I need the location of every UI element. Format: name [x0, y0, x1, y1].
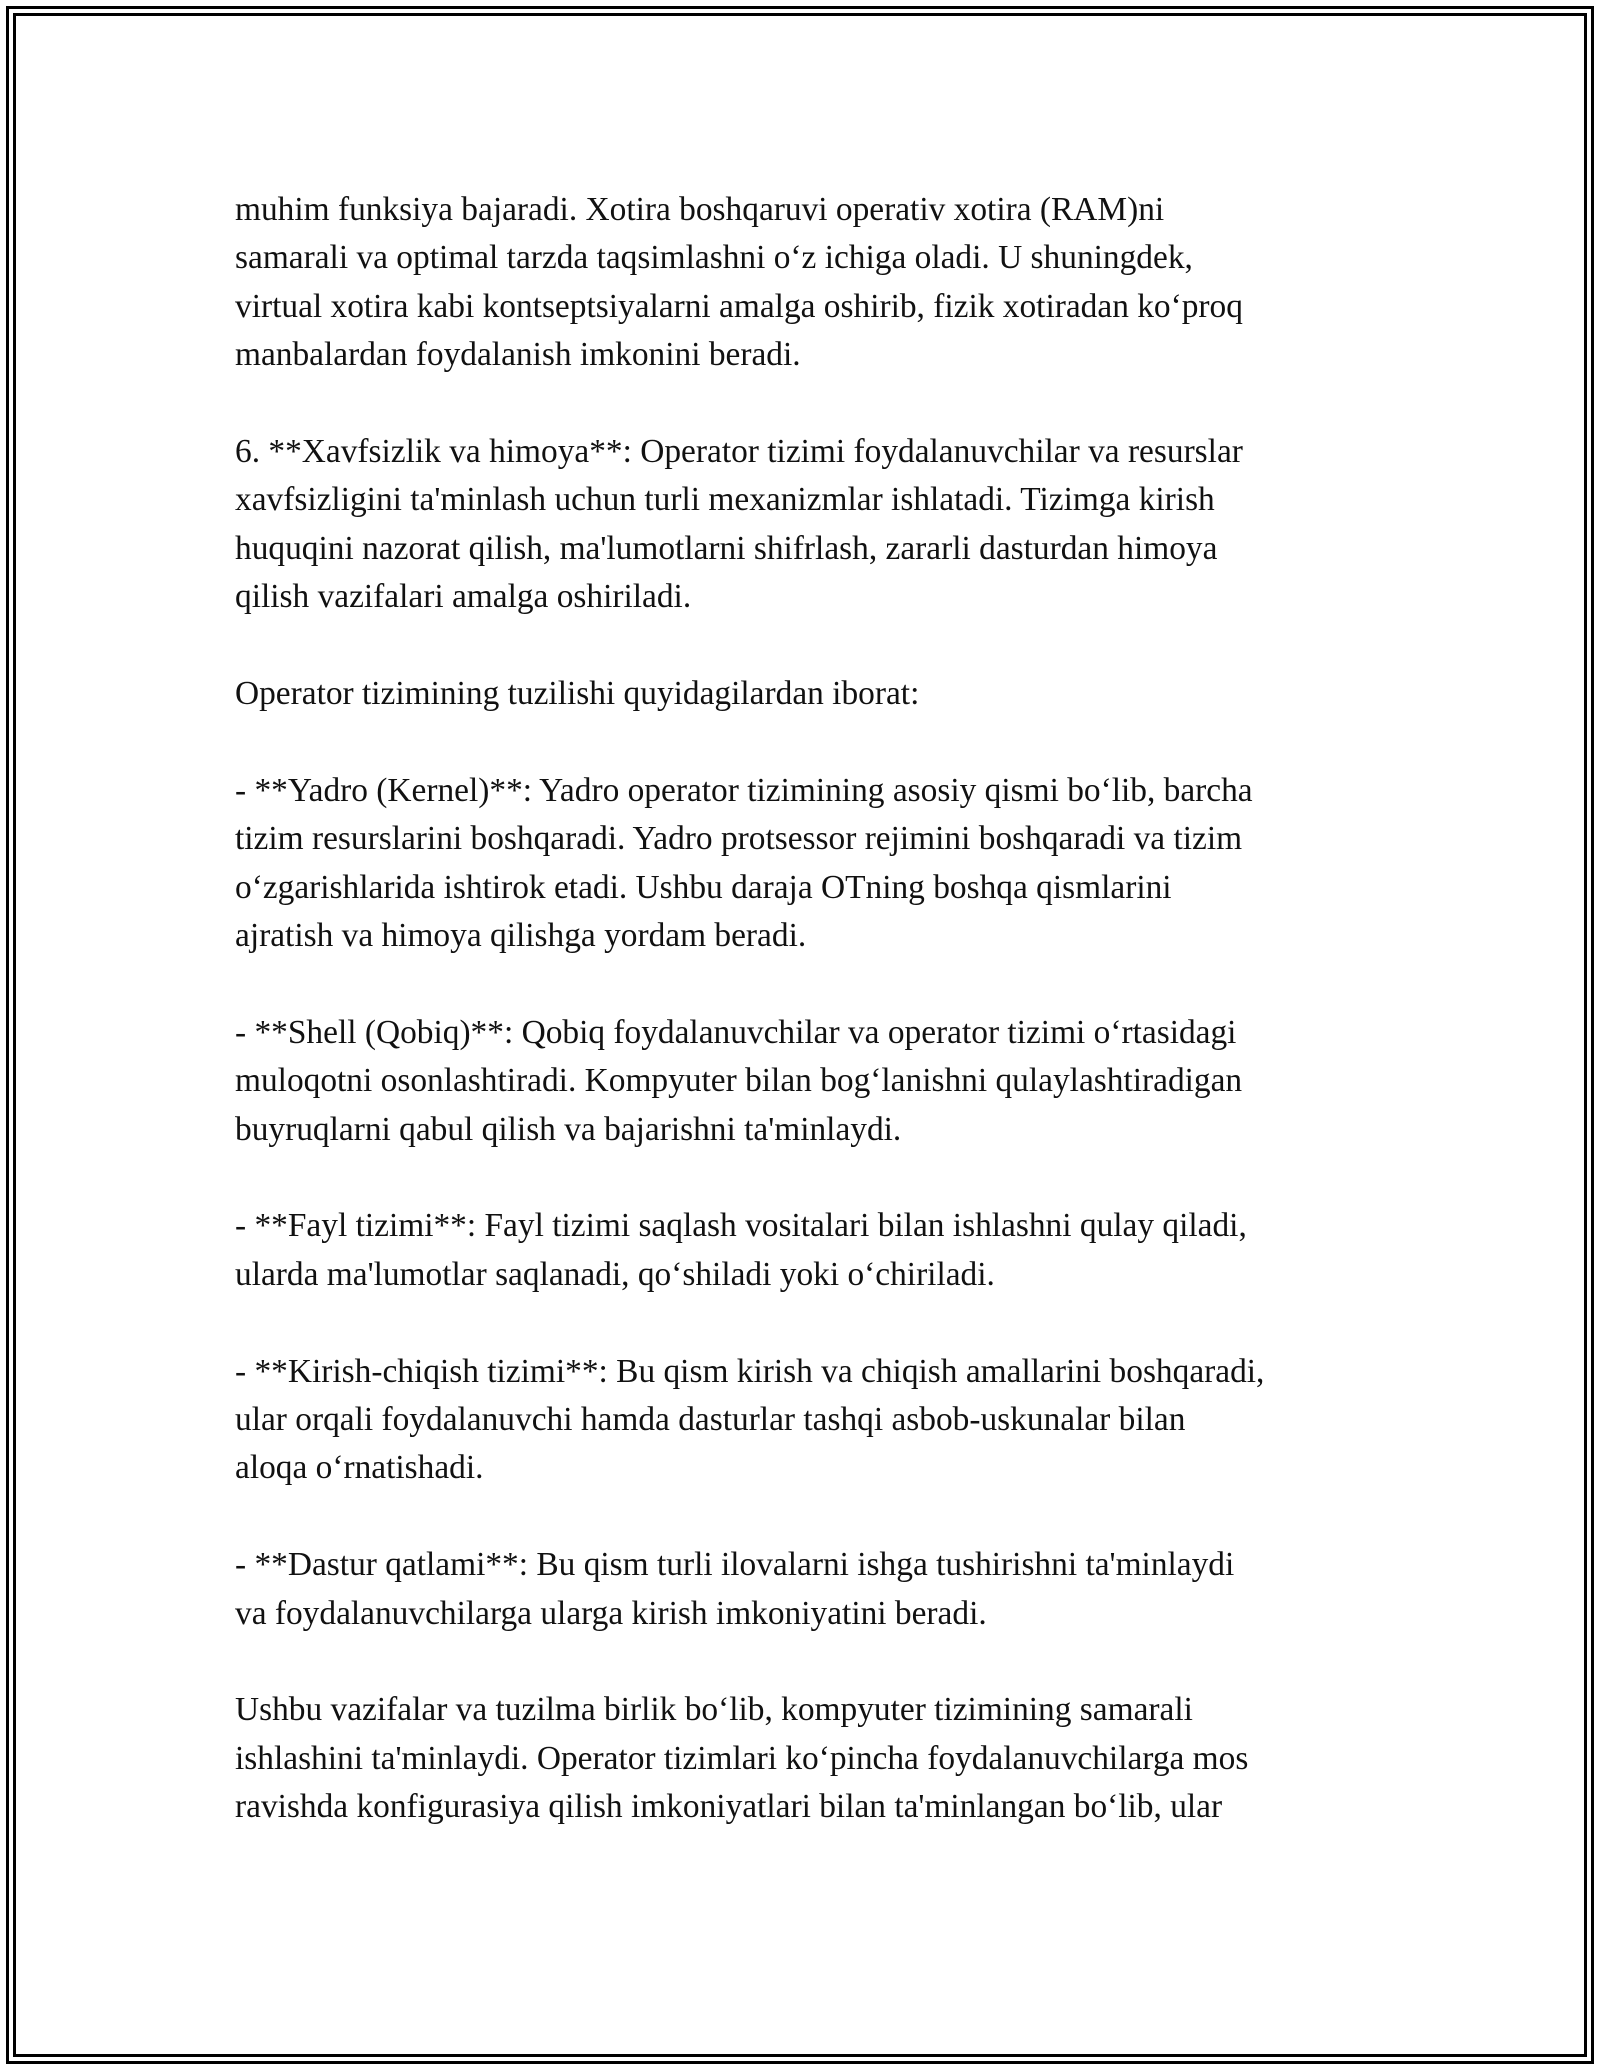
paragraph-kernel: - **Yadro (Kernel)**: Yadro operator tizimining asosiy qismi bo‘lib, barcha tizim resurslarini boshqaradi. Yadro protsessor rejimini boshqaradi va tizim o‘zgarishlarida ishtirok etadi. Ushbu daraja OTning boshqa qismlarini ajratish va himoya qilishga yordam beradi.: [235, 771, 1253, 955]
paragraph-shell: - **Shell (Qobiq)**: Qobiq foydalanuvchilar va operator tizimi o‘rtasidagi muloqotni osonlashtiradi. Kompyuter bilan bog‘lanishni qulaylashtiradigan buyruqlarni qabul qilish va bajarishni ta'minlaydi.: [235, 1013, 1243, 1148]
paragraph-memory-management: muhim funksiya bajaradi. Xotira boshqaruvi operativ xotira (RAM)ni samarali va optimal tarzda taqsimlashni o‘z ichiga oladi. U shuningdek, virtual xotira kabi kontseptsiyalarni amalga oshirib, fizik xotiradan ko‘proq manbalardan foydalanish imkonini beradi.: [235, 191, 1243, 374]
paragraph-program-layer: - **Dastur qatlami**: Bu qism turli ilovalarni ishga tushirishni ta'minlaydi va foydalanuvchilarga ularga kirish imkoniyatini beradi.: [235, 1546, 1235, 1632]
paragraph-conclusion: Ushbu vazifalar va tuzilma birlik bo‘lib, kompyuter tizimining samarali ishlashini ta'minlaydi. Operator tizimlari ko‘pincha foydalanuvchilarga mos ravishda konfigurasiya qilish imkoniyatlari bilan ta'minlangan bo‘lib, ular: [235, 1691, 1249, 1826]
paragraph-security: 6. **Xavfsizlik va himoya**: Operator tizimi foydalanuvchilar va resurslar xavfsizligini ta'minlash uchun turli mexanizmlar ishlatadi. Tizimga kirish huquqini nazorat qilish, ma'lumotlarni shifrlash, zararli dasturdan himoya qilish vazifalari amalga oshiriladi.: [235, 433, 1243, 616]
document-body: [235, 186, 1395, 1832]
paragraph-io-system: - **Kirish-chiqish tizimi**: Bu qism kirish va chiqish amallarini boshqaradi, ular orqali foydalanuvchi hamda dasturlar tashqi asbob-uskunalar bilan aloqa o‘rnatishadi.: [235, 1352, 1265, 1487]
paragraph-structure-intro: Operator tizimining tuzilishi quyidagilardan iborat:: [235, 675, 920, 713]
paragraph-file-system: - **Fayl tizimi**: Fayl tizimi saqlash vositalari bilan ishlashni qulay qiladi, ularda ma'lumotlar saqlanadi, qo‘shiladi yoki o‘chiriladi.: [235, 1207, 1247, 1293]
